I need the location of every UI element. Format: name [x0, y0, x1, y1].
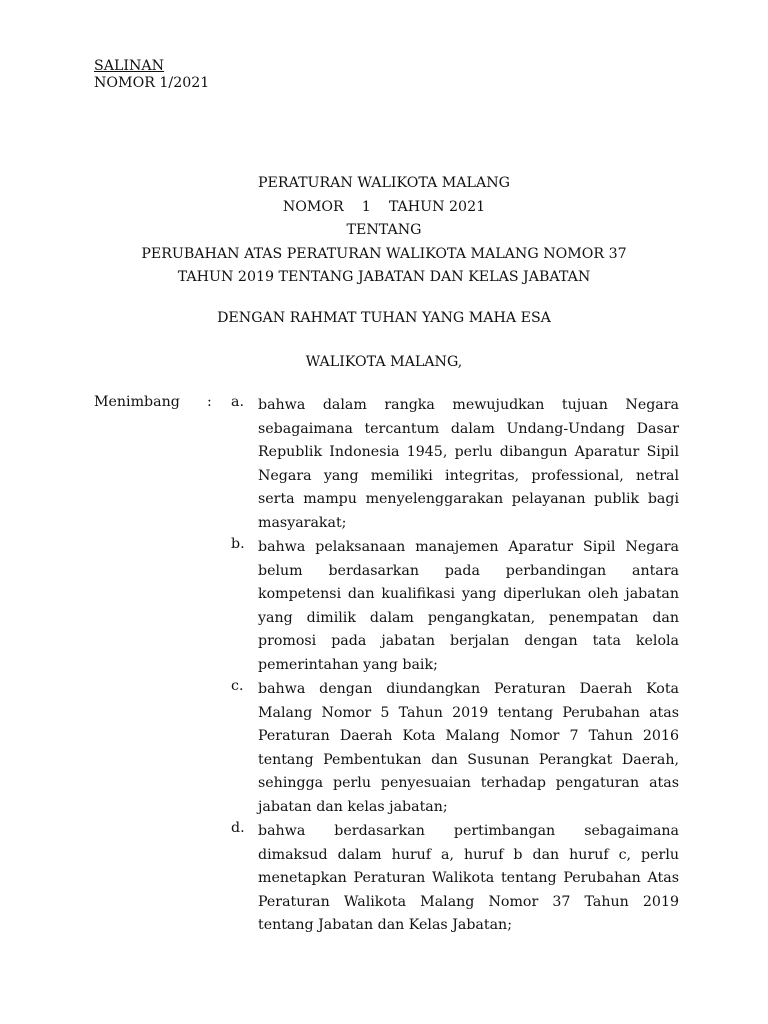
- copy-number: NOMOR 1/2021: [94, 75, 210, 91]
- item-text: bahwa berdasarkan pertimbangan sebagaimana dimaksud dalam huruf a, huruf b dan huruf c, perlu menetapkan Peraturan Walikota tentang Perubahan Atas Peraturan Walikota Malang Nomor 37 Tahun 2019 tentang Jabatan dan Kelas Jabatan;: [258, 823, 679, 933]
- regulation-title: PERATURAN WALIKOTA MALANG: [258, 175, 510, 191]
- copy-label: SALINAN: [94, 58, 165, 74]
- item-letter: a.: [231, 394, 244, 410]
- item-letter: d.: [231, 820, 245, 836]
- regulation-subject-line-2: TAHUN 2019 TENTANG JABATAN DAN KELAS JABATAN: [177, 269, 591, 285]
- regulation-subject-line-1: PERUBAHAN ATAS PERATURAN WALIKOTA MALANG NOMOR 37: [141, 245, 627, 262]
- authority-line: WALIKOTA MALANG,: [305, 354, 463, 370]
- considering-label: Menimbang: [94, 394, 180, 410]
- blessing-line: DENGAN RAHMAT TUHAN YANG MAHA ESA: [217, 309, 551, 326]
- regulation-about: TENTANG: [346, 222, 422, 238]
- item-text: bahwa dalam rangka mewujudkan tujuan Negara sebagaimana tercantum dalam Undang-Undang Dasar Republik Indonesia 1945, perlu dibangun Aparatur Sipil Negara yang memiliki integritas, professional, netral serta mampu menyelenggarakan pelayanan publik bagi masyarakat;: [258, 397, 679, 531]
- item-text: bahwa pelaksanaan manajemen Aparatur Sipil Negara belum berdasarkan pada perbandingan antara kompetensi dan kualifikasi yang diperlukan oleh jabatan yang dimilik dalam pengangkatan, penempatan dan promosi pada jabatan berjalan dengan tata kelola pemerintahan yang baik;: [258, 539, 679, 673]
- copy-mark: [94, 58, 209, 92]
- item-letter: c.: [231, 678, 244, 694]
- item-letter: b.: [231, 536, 245, 552]
- considering-colon: :: [207, 394, 212, 410]
- regulation-header: [0, 172, 768, 375]
- regulation-number: NOMOR 1 TAHUN 2021: [282, 198, 486, 215]
- item-text: bahwa dengan diundangkan Peraturan Daerah Kota Malang Nomor 5 Tahun 2019 tentang Perubahan atas Peraturan Daerah Kota Malang Nomor 7 Tahun 2016 tentang Pembentukan dan Susunan Perangkat Daerah, sehingga perlu penyesuaian terhadap pengaturan atas jabatan dan kelas jabatan;: [258, 681, 679, 815]
